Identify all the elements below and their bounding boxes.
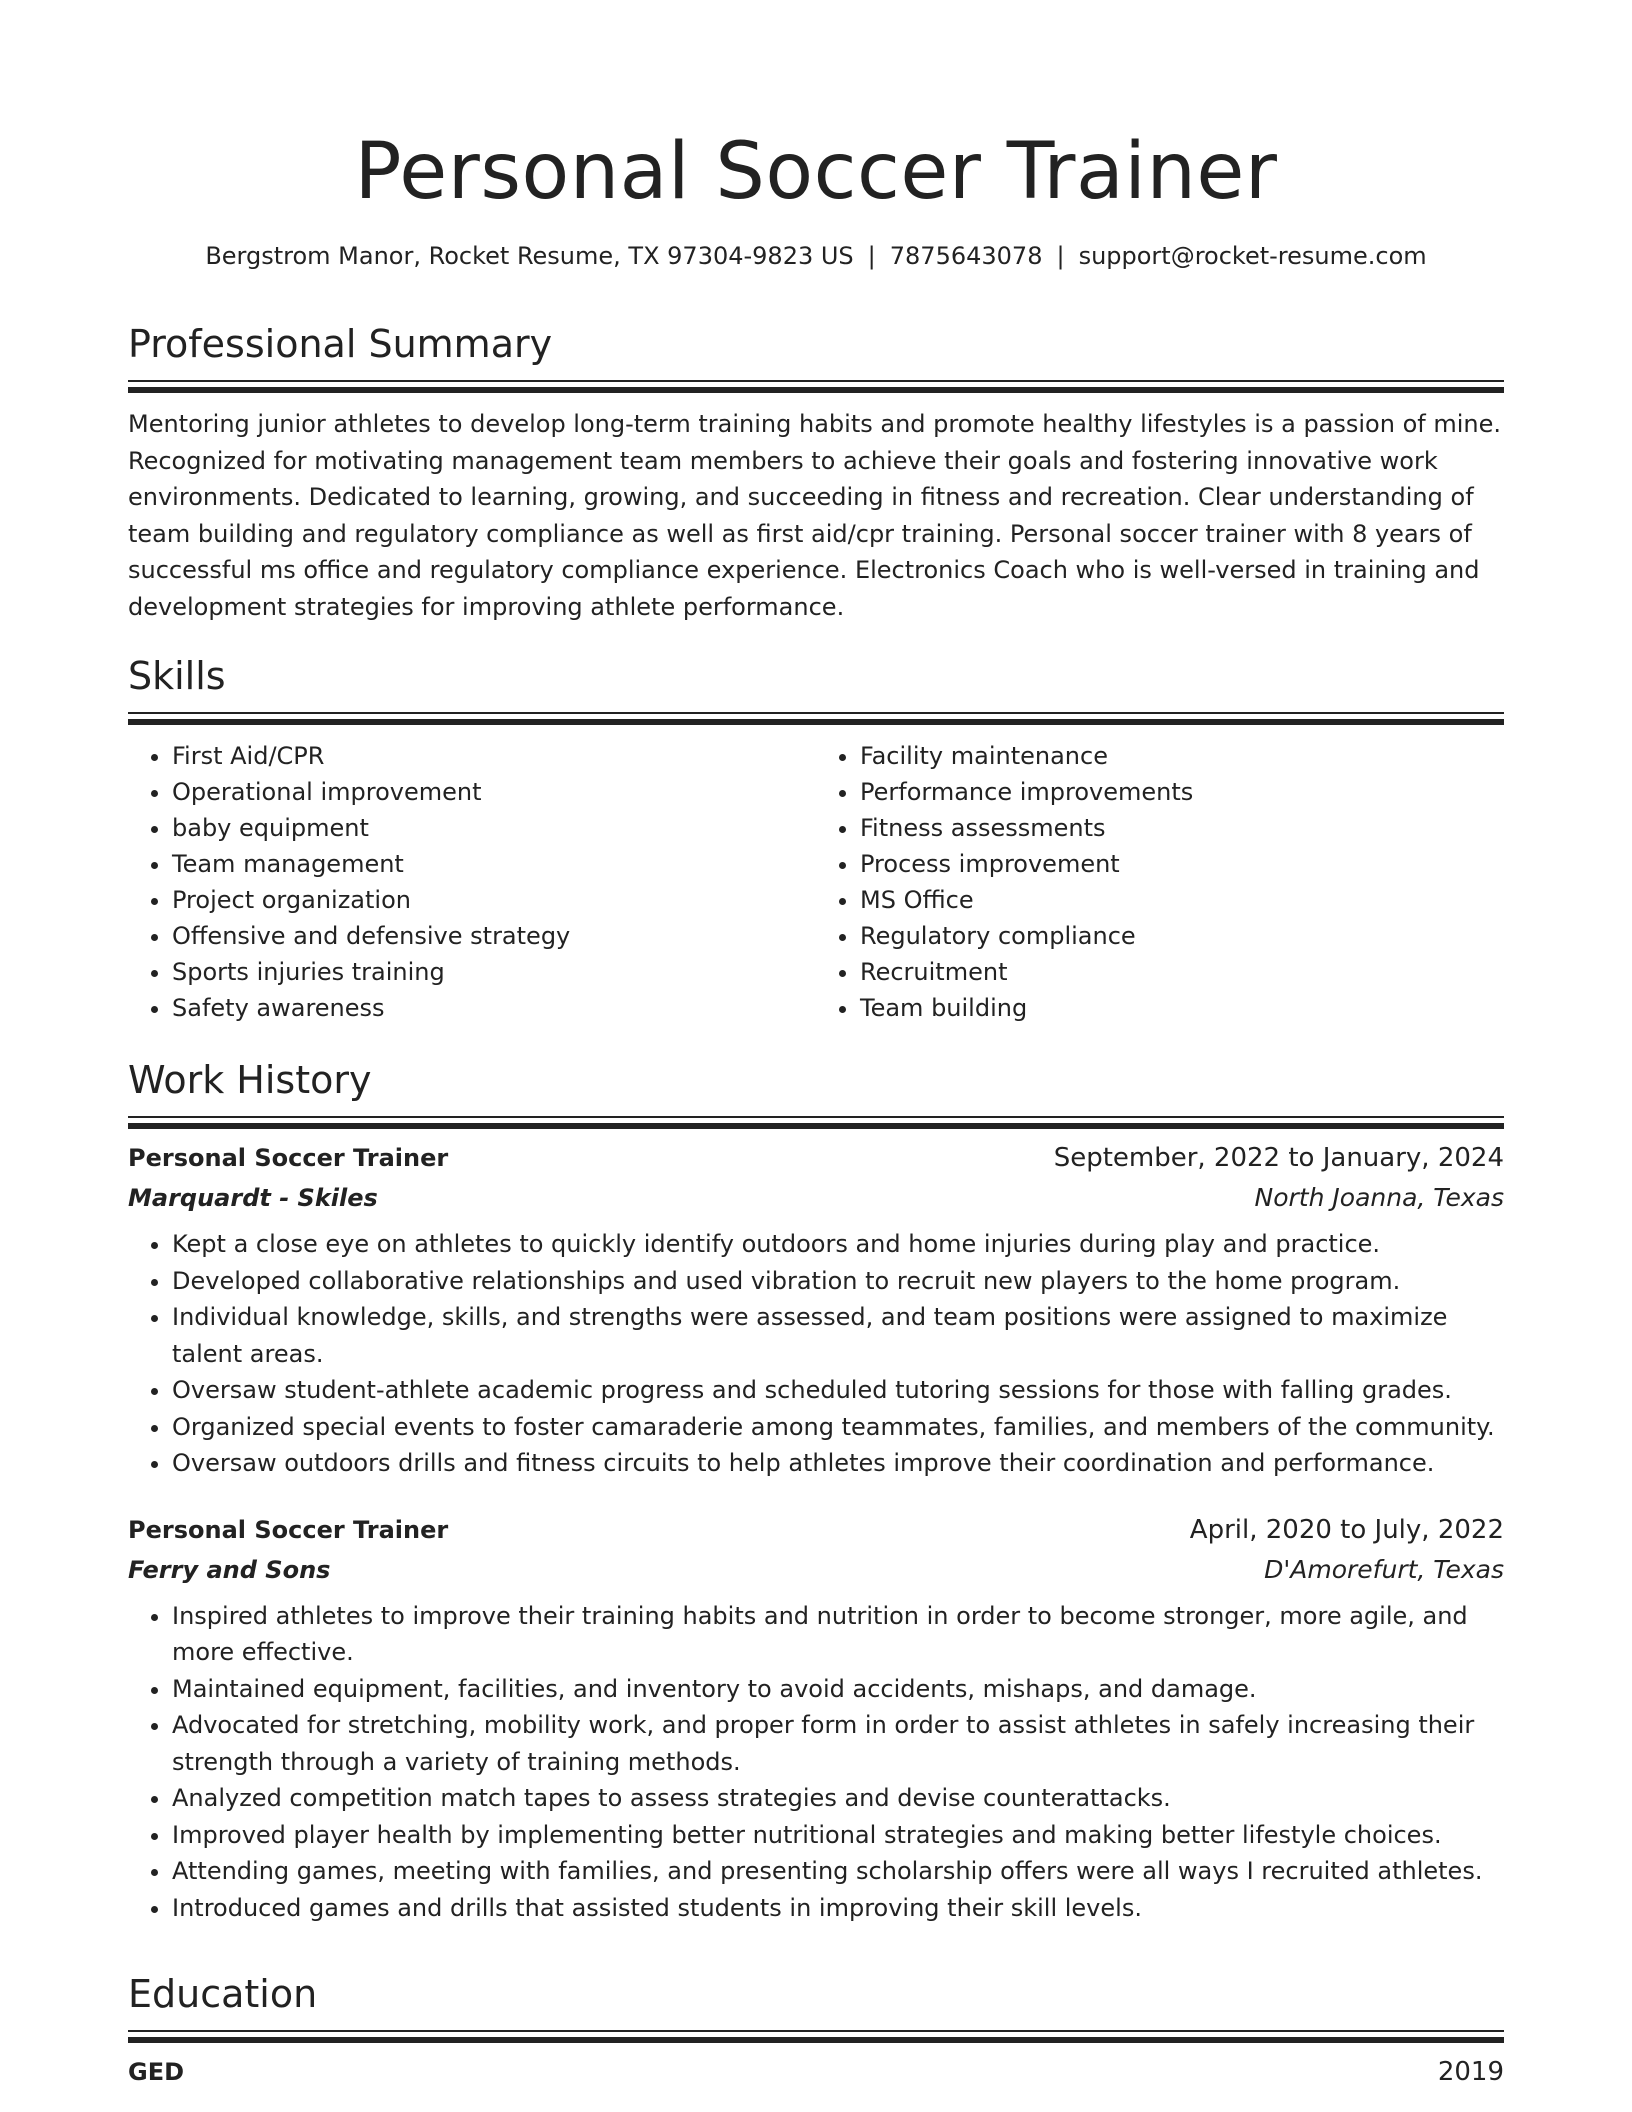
contact-address: Bergstrom Manor, Rocket Resume, TX 97304-9823 US [205, 242, 854, 270]
job-location: D'Amorefurt, Texas [1264, 1554, 1504, 1584]
resume-content [128, 0, 1504, 2087]
skill-item: • Safety awareness [172, 990, 816, 1026]
job-company: Marquardt - Skiles [128, 1184, 378, 1212]
skill-item: • Offensive and defensive strategy [172, 918, 816, 954]
job-list [128, 1138, 1504, 1926]
job-bullet: • Kept a close eye on athletes to quickly identify outdoors and home injuries during play and practice. [172, 1226, 1504, 1263]
skill-item: • MS Office [860, 882, 1504, 918]
skill-item: • Facility maintenance [860, 738, 1504, 774]
job-bullets [128, 1226, 1504, 1482]
skill-item: • Fitness assessments [860, 810, 1504, 846]
summary-heading: Professional Summary [128, 322, 553, 366]
job-bullet: • Analyzed competition match tapes to assess strategies and devise counterattacks. [172, 1780, 1504, 1817]
job-entry [128, 1510, 1504, 1927]
section-divider [128, 1116, 1504, 1128]
job-bullet: • Oversaw outdoors drills and fitness circuits to help athletes improve their coordination and performance. [172, 1445, 1504, 1482]
skill-item: • Team building [860, 990, 1504, 1026]
section-divider [128, 2030, 1504, 2042]
job-bullet: • Maintained equipment, facilities, and inventory to avoid accidents, mishaps, and damage. [172, 1671, 1504, 1708]
job-header [128, 1138, 1504, 1178]
job-bullet: • Individual knowledge, skills, and strengths were assessed, and team positions were assigned to maximize talent areas. [172, 1299, 1504, 1372]
education-entry [128, 2052, 1504, 2092]
job-bullet: • Improved player health by implementing better nutritional strategies and making better lifestyle choices. [172, 1817, 1504, 1854]
contact-separator: | [867, 242, 876, 270]
skill-item: • Project organization [172, 882, 816, 918]
summary-text: Mentoring junior athletes to develop long-term training habits and promote healthy lifestyles is a passion of mine. Recognized for motivating management team members to achieve their goals and fostering innovative work environments. Dedicated to learning, growing, and succeeding in fitness and recreation. Clear understanding of team building and regulatory compliance as well as first aid/cpr training. Personal soccer trainer with 8 years of successful ms office and regulatory compliance experience. Electronics Coach who is well-versed in training and development strategies for improving athlete performance. [128, 410, 1501, 621]
contact-phone: 7875643078 [889, 242, 1043, 270]
job-dates: April, 2020 to July, 2022 [1189, 1514, 1504, 1545]
skill-item: • Operational improvement [172, 774, 816, 810]
skill-item: • Performance improvements [860, 774, 1504, 810]
job-bullet: • Organized special events to foster camaraderie among teammates, families, and members of the community. [172, 1409, 1504, 1446]
skills-heading: Skills [128, 654, 226, 698]
skill-item: • First Aid/CPR [172, 738, 816, 774]
skills-section [128, 652, 1504, 1026]
contact-email: support@rocket-resume.com [1078, 242, 1427, 270]
skills-list-left [128, 738, 816, 1026]
job-bullet: • Attending games, meeting with families, and presenting scholarship offers were all ways I recruited athletes. [172, 1853, 1504, 1890]
contact-separator: | [1056, 242, 1065, 270]
skill-item: • Recruitment [860, 954, 1504, 990]
education-degree: GED [128, 2058, 185, 2086]
work-section [128, 1056, 1504, 1926]
education-heading: Education [128, 1972, 318, 2016]
job-entry [128, 1138, 1504, 1482]
resume-name: Personal Soccer Trainer [354, 127, 1278, 217]
job-bullet: • Inspired athletes to improve their training habits and nutrition in order to become stronger, more agile, and more effective. [172, 1598, 1504, 1671]
skill-item: • baby equipment [172, 810, 816, 846]
job-bullet: • Developed collaborative relationships and used vibration to recruit new players to the home program. [172, 1263, 1504, 1300]
job-company: Ferry and Sons [128, 1555, 331, 1584]
job-title: Personal Soccer Trainer [128, 1515, 449, 1544]
summary-section [128, 320, 1504, 625]
skill-item: • Regulatory compliance [860, 918, 1504, 954]
job-location: North Joanna, Texas [1254, 1183, 1504, 1212]
skill-item: • Process improvement [860, 846, 1504, 882]
job-bullet: • Oversaw student-athlete academic progress and scheduled tutoring sessions for those with falling grades. [172, 1372, 1504, 1409]
work-heading: Work History [128, 1058, 372, 1102]
contact-line [128, 240, 1504, 272]
job-bullet: • Advocated for stretching, mobility work, and proper form in order to assist athletes in safely increasing their strength through a variety of training methods. [172, 1707, 1504, 1780]
section-divider [128, 712, 1504, 724]
job-bullets [128, 1598, 1504, 1927]
job-subheader [128, 1178, 1504, 1218]
skills-list-right [816, 738, 1504, 1026]
skill-item: • Team management [172, 846, 816, 882]
skills-columns [128, 738, 1504, 1026]
skill-item: • Sports injuries training [172, 954, 816, 990]
job-header [128, 1510, 1504, 1550]
education-section [128, 1970, 1504, 2092]
job-dates: September, 2022 to January, 2024 [1053, 1143, 1504, 1173]
job-subheader [128, 1550, 1504, 1590]
section-divider [128, 380, 1504, 392]
job-bullet: • Introduced games and drills that assisted students in improving their skill levels. [172, 1890, 1504, 1927]
education-year: 2019 [1437, 2057, 1504, 2087]
job-title: Personal Soccer Trainer [128, 1144, 449, 1172]
